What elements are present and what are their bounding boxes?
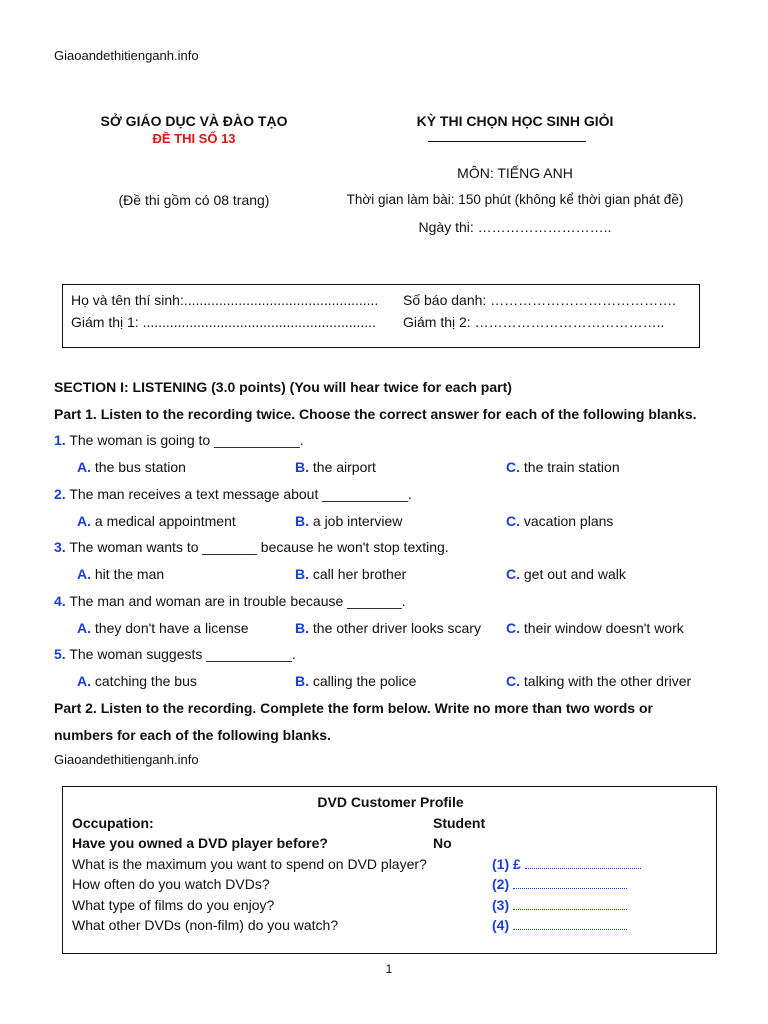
option-5b: B. calling the police — [295, 673, 417, 689]
question-2 — [54, 486, 412, 502]
question-text: The woman suggests ___________. — [69, 646, 296, 662]
candidate-name: Họ và tên thí sinh:.................................................. — [71, 292, 379, 308]
part-2-instruction-line-2: numbers for each of the following blanks. — [54, 727, 331, 743]
invigilator-1: Giám thị 1: ............................................................ — [71, 314, 376, 330]
occupation-label: Occupation: — [72, 815, 154, 831]
blank-1[interactable]: (1) £ — [492, 856, 641, 872]
option-1a: A. the bus station — [77, 459, 186, 475]
question-text: The woman wants to _______ because he won't stop texting. — [69, 539, 449, 555]
site-watermark: Giaoandethitienganh.info — [54, 48, 199, 63]
invigilator-2: Giám thị 2: ………………………………….. — [403, 314, 665, 330]
question-number: 3. — [54, 539, 66, 555]
form-question-2: How often do you watch DVDs? — [72, 876, 270, 892]
option-1c: C. the train station — [506, 459, 620, 475]
question-number: 4. — [54, 593, 66, 609]
candidate-number: Số báo danh: …………………………………. — [403, 292, 677, 308]
blank-2-line[interactable] — [513, 878, 627, 889]
form-question-1: What is the maximum you want to spend on DVD player? — [72, 856, 427, 872]
question-text: The man receives a text message about ___________. — [69, 486, 412, 502]
form-title: DVD Customer Profile — [317, 794, 464, 810]
question-text: The woman is going to ___________. — [69, 432, 304, 448]
option-3a: A. hit the man — [77, 566, 165, 582]
option-4b: B. the other driver looks scary — [295, 620, 481, 636]
question-4 — [54, 593, 406, 609]
blank-1-line[interactable] — [525, 858, 641, 869]
site-watermark-2: Giaoandethitienganh.info — [54, 752, 199, 767]
page-count-note: (Đề thi gồm có 08 trang) — [118, 192, 270, 208]
question-number: 2. — [54, 486, 66, 502]
part-2-instruction-line-1: Part 2. Listen to the recording. Complete the form below. Write no more than two words or — [54, 700, 653, 716]
candidate-info-box — [62, 284, 700, 348]
question-1 — [54, 432, 304, 448]
question-text: The man and woman are in trouble because _______. — [69, 593, 406, 609]
owned-value: No — [433, 835, 452, 851]
owned-label: Have you owned a DVD player before? — [72, 835, 328, 851]
subject-line: MÔN: TIẾNG ANH — [457, 165, 573, 181]
question-3 — [54, 539, 449, 555]
blank-2[interactable]: (2) — [492, 876, 627, 892]
title-underline — [428, 141, 586, 142]
blank-3[interactable]: (3) — [492, 897, 627, 913]
time-line: Thời gian làm bài: 150 phút (không kể thời gian phát đề) — [346, 192, 684, 207]
option-2a: A. a medical appointment — [77, 513, 236, 529]
page-number: 1 — [385, 962, 393, 976]
form-question-4: What other DVDs (non-film) do you watch? — [72, 917, 339, 933]
option-4a: A. they don't have a license — [77, 620, 249, 636]
blank-3-line[interactable] — [513, 899, 627, 910]
department-title: SỞ GIÁO DỤC VÀ ĐÀO TẠO — [100, 113, 288, 129]
option-1b: B. the airport — [295, 459, 376, 475]
dvd-profile-form — [62, 786, 717, 954]
option-2c: C. vacation plans — [506, 513, 614, 529]
question-number: 5. — [54, 646, 66, 662]
option-4c: C. their window doesn't work — [506, 620, 684, 636]
option-3c: C. get out and walk — [506, 566, 626, 582]
part-1-instruction: Part 1. Listen to the recording twice. Choose the correct answer for each of the following blanks. — [54, 406, 697, 422]
option-5c: C. talking with the other driver — [506, 673, 692, 689]
option-2b: B. a job interview — [295, 513, 403, 529]
blank-4[interactable]: (4) — [492, 917, 627, 933]
exam-title: KỲ THI CHỌN HỌC SINH GIỎI — [416, 113, 614, 129]
exam-number: ĐỀ THI SỐ 13 — [152, 131, 236, 146]
option-5a: A. catching the bus — [77, 673, 197, 689]
question-number: 1. — [54, 432, 66, 448]
exam-date: Ngày thi: ……………………….. — [418, 219, 612, 235]
form-question-3: What type of films do you enjoy? — [72, 897, 275, 913]
occupation-value: Student — [433, 815, 486, 831]
blank-4-line[interactable] — [513, 919, 627, 930]
section-1-title: SECTION I: LISTENING (3.0 points) (You will hear twice for each part) — [54, 379, 512, 395]
question-5 — [54, 646, 296, 662]
option-3b: B. call her brother — [295, 566, 407, 582]
